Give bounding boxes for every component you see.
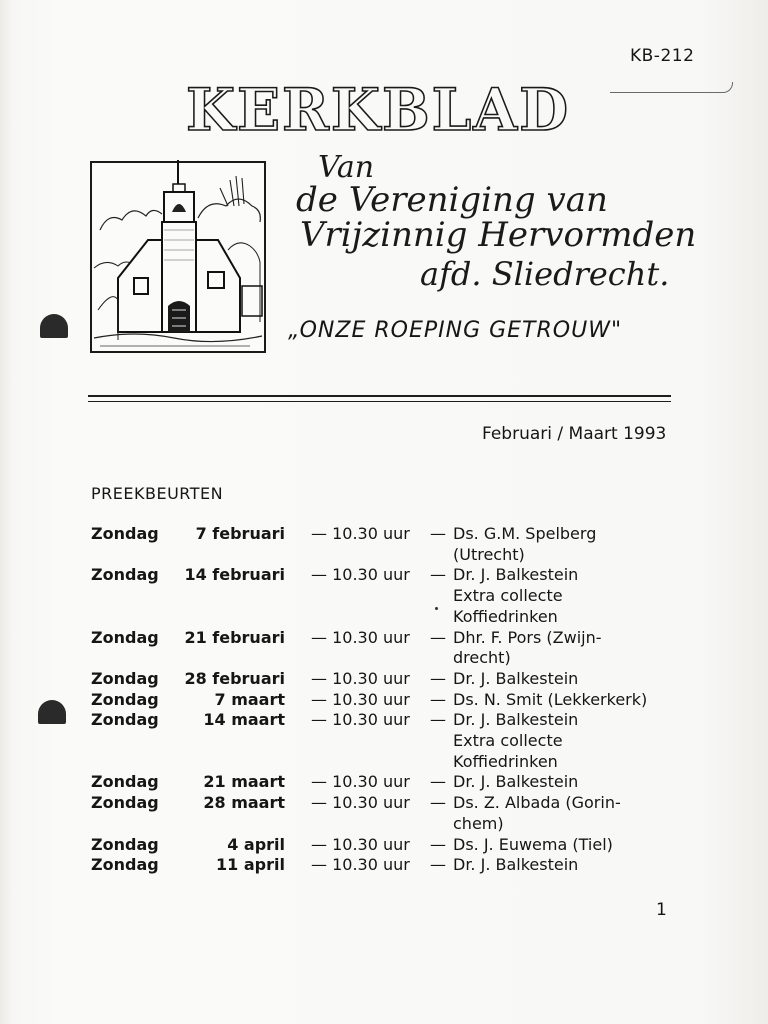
preacher-line: Dr. J. Balkestein: [453, 855, 579, 875]
subtitle-line-1: Van: [318, 150, 375, 185]
row-day: Zondag: [91, 793, 159, 813]
row-time: — 10.30 uur: [311, 668, 410, 688]
row-date: 14 maart: [203, 710, 285, 730]
row-time: — 10.30 uur: [311, 772, 410, 792]
header-rule-thin: [88, 401, 671, 402]
row-dash: —: [430, 710, 446, 730]
punch-hole-icon: [40, 314, 68, 338]
row-day: Zondag: [91, 668, 159, 688]
row-day: Zondag: [91, 565, 159, 585]
header-rule-thick: [88, 395, 671, 397]
row-preacher: [453, 855, 578, 876]
page-number: 1: [656, 900, 667, 920]
row-time: — 10.30 uur: [311, 855, 410, 875]
row-day: Zondag: [91, 689, 159, 709]
row-dash: —: [430, 668, 446, 688]
preacher-line: Extra collecte: [453, 731, 563, 750]
row-time: — 10.30 uur: [311, 627, 410, 647]
row-dash: —: [430, 855, 446, 875]
row-preacher: [453, 669, 578, 690]
row-date: 21 februari: [184, 627, 285, 647]
row-date: 14 februari: [184, 565, 285, 585]
preacher-line: drecht): [453, 648, 511, 668]
row-dash: —: [430, 834, 446, 854]
preacher-line: Koffiedrinken: [453, 606, 558, 626]
preacher-line: Ds. J. Euwema (Tiel): [453, 834, 613, 854]
row-preacher: [453, 710, 578, 772]
row-preacher: [453, 835, 613, 856]
row-day: Zondag: [91, 855, 159, 875]
row-date: 28 maart: [203, 793, 285, 813]
preacher-line: Dr. J. Balkestein: [453, 668, 579, 688]
masthead-title-text: KERKBLAD: [186, 80, 570, 138]
row-dash: —: [430, 689, 446, 709]
stray-mark: [435, 607, 438, 610]
preacher-line: Ds. N. Smit (Lekkerkerk): [453, 689, 648, 709]
subtitle-line-4: afd. Sliedrecht.: [420, 255, 670, 293]
preacher-line: chem): [453, 813, 504, 833]
preacher-line: Ds. G.M. Spelberg: [453, 524, 597, 543]
row-date: 28 februari: [184, 668, 285, 688]
row-preacher: [453, 772, 578, 793]
preacher-line: (Utrecht): [453, 544, 525, 564]
preacher-line: Ds. Z. Albada (Gorin-: [453, 793, 621, 813]
row-dash: —: [430, 524, 446, 543]
row-time: — 10.30 uur: [311, 524, 410, 543]
subtitle-line-3: Vrijzinnig Hervormden: [300, 215, 697, 255]
punch-hole-icon: [38, 700, 66, 724]
row-preacher: [453, 690, 647, 711]
row-date: 7 februari: [195, 524, 285, 543]
issue-date: Februari / Maart 1993: [482, 424, 667, 444]
motto: „ONZE ROEPING GETROUW": [288, 318, 623, 343]
row-date: 21 maart: [203, 772, 285, 792]
preacher-line: Dr. J. Balkestein: [453, 565, 579, 585]
row-day: Zondag: [91, 627, 159, 647]
row-day: Zondag: [91, 772, 159, 792]
preacher-line: Extra collecte: [453, 586, 563, 606]
row-date: 4 april: [227, 834, 285, 854]
preacher-line: Dr. J. Balkestein: [453, 710, 579, 730]
church-drawing-icon: [90, 160, 266, 354]
row-day: Zondag: [91, 524, 159, 543]
row-day: Zondag: [91, 710, 159, 730]
row-date: 11 april: [216, 855, 285, 875]
row-preacher: [453, 793, 621, 834]
row-preacher: [453, 628, 602, 669]
archive-code: KB-212: [630, 46, 695, 66]
row-time: — 10.30 uur: [311, 834, 410, 854]
row-time: — 10.30 uur: [311, 710, 410, 730]
archive-code-underline: [610, 82, 733, 93]
row-dash: —: [430, 772, 446, 792]
row-dash: —: [430, 565, 446, 585]
section-heading: PREEKBEURTEN: [91, 484, 224, 503]
row-time: — 10.30 uur: [311, 565, 410, 585]
subtitle-line-2: de Vereniging van: [296, 180, 608, 220]
preacher-line: Dr. J. Balkestein: [453, 772, 579, 792]
row-time: — 10.30 uur: [311, 793, 410, 813]
row-dash: —: [430, 627, 446, 647]
row-date: 7 maart: [214, 689, 285, 709]
preacher-line: Dhr. F. Pors (Zwijn-: [453, 627, 602, 647]
preacher-line: Koffiedrinken: [453, 751, 558, 771]
masthead-title: [186, 80, 570, 138]
row-preacher: [453, 524, 596, 565]
row-day: Zondag: [91, 834, 159, 854]
row-dash: —: [430, 793, 446, 813]
row-time: — 10.30 uur: [311, 689, 410, 709]
row-preacher: [453, 565, 578, 627]
